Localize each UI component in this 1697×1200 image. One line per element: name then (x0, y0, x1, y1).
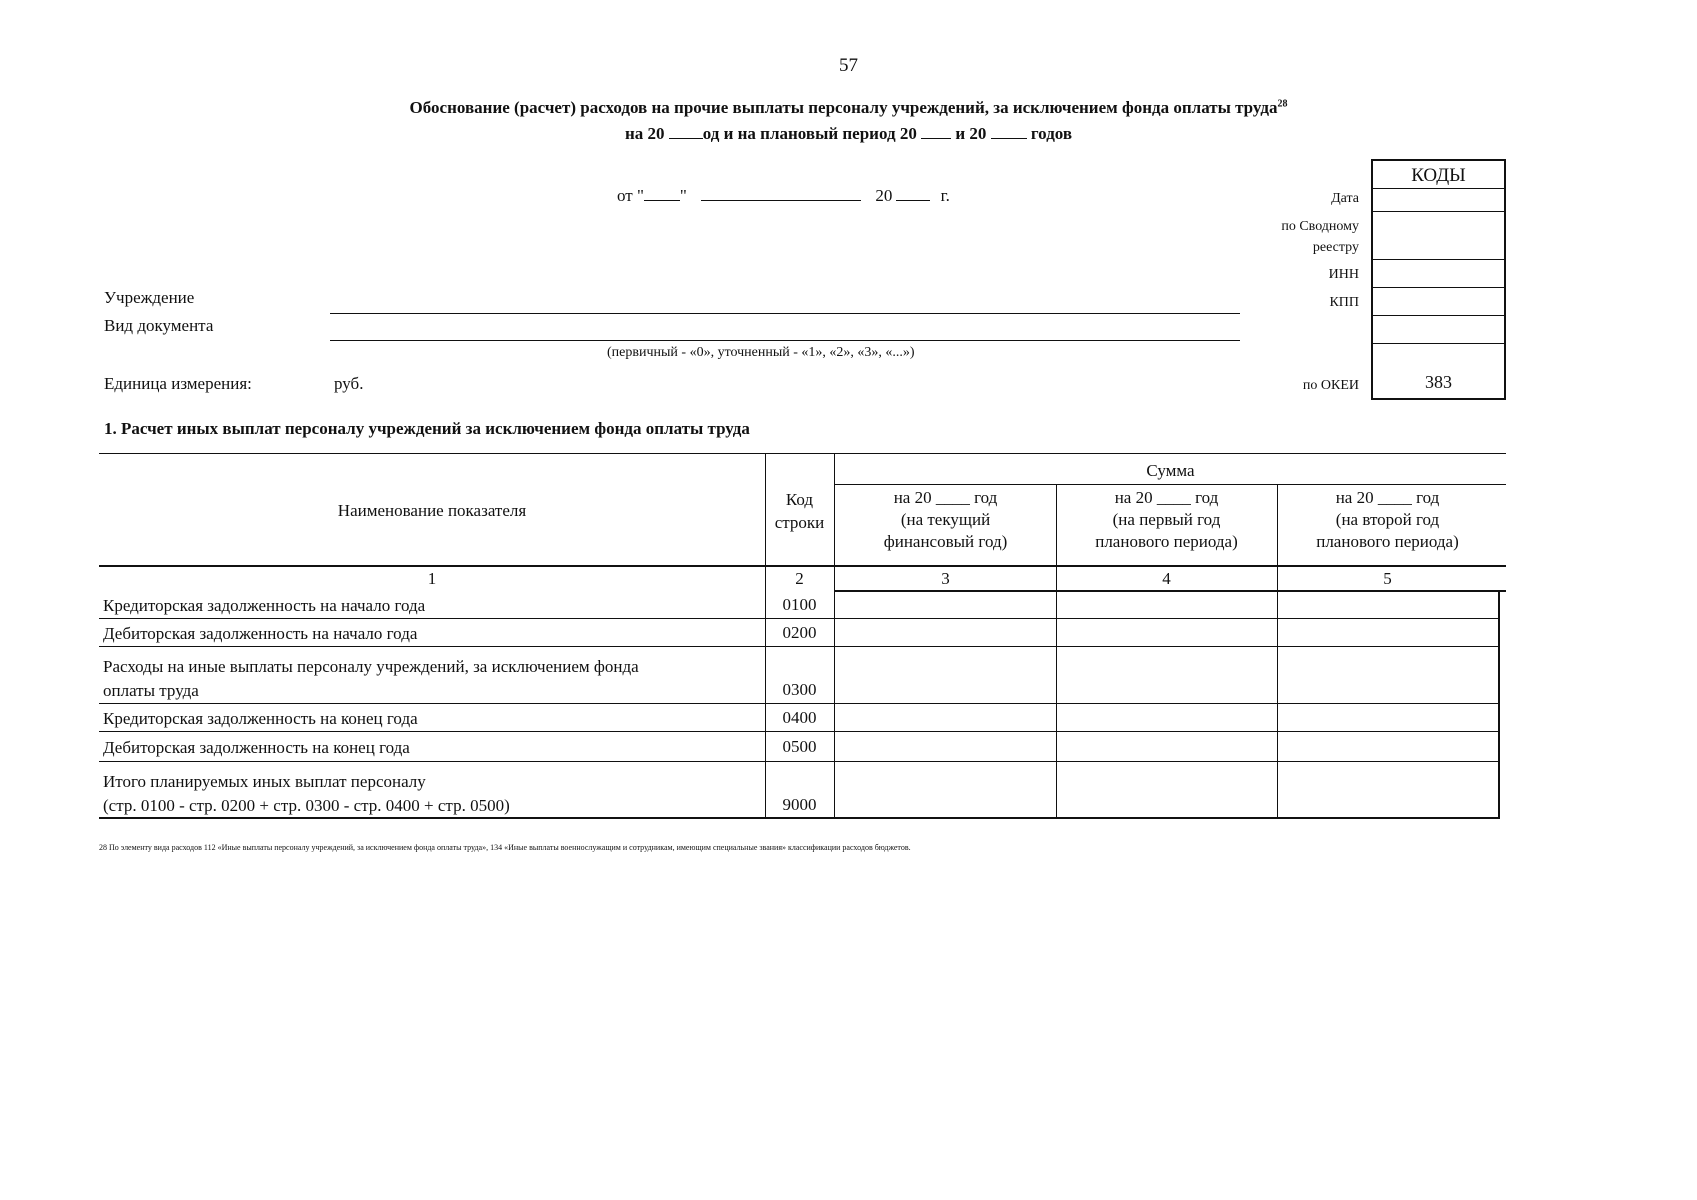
row-name-9000-line2: (стр. 0100 - стр. 0200 + стр. 0300 - стр. 0400 + стр. 0500) (103, 796, 510, 815)
date-line (617, 186, 950, 206)
doc-type-label: Вид документа (104, 316, 214, 335)
col-header-name: Наименование показателя (337, 501, 527, 520)
date-from-label: от " (617, 186, 644, 205)
title-footnote-ref: 28 (1277, 98, 1288, 110)
year-prefix: 20 (875, 186, 893, 205)
subtitle-part-c: и 20 (955, 124, 987, 143)
col-number-4: 4 (1162, 569, 1171, 588)
code-label-svod-1: по Сводному (1281, 219, 1359, 234)
code-date-cell[interactable] (1373, 189, 1504, 212)
document-subtitle (0, 124, 1697, 144)
code-label-date: Дата (1331, 191, 1359, 206)
code-label-okei: по ОКЕИ (1302, 378, 1359, 393)
table-top-border (99, 453, 1506, 454)
month-field[interactable] (701, 187, 861, 201)
code-inn-cell[interactable] (1373, 260, 1504, 288)
year-suffix: г. (940, 186, 950, 205)
page-number: 57 (839, 55, 858, 76)
col-header-year-3: на 20 ____ год (на второй год планового периода) (1316, 488, 1459, 551)
row-name-0300-line1: Расходы на иные выплаты персоналу учреждений, за исключением фонда (103, 657, 639, 676)
unit-value: руб. (334, 374, 364, 393)
day-field[interactable] (644, 187, 680, 201)
col-number-5: 5 (1383, 569, 1392, 588)
col-header-sum: Сумма (1146, 461, 1195, 480)
code-doctype-cell[interactable] (1373, 316, 1504, 344)
row-code-0100: 0100 (782, 595, 817, 614)
subtitle-part-b: од и на плановый период 20 (702, 124, 917, 143)
code-kpp-cell[interactable] (1373, 288, 1504, 316)
unit-label: Единица измерения: (104, 374, 252, 393)
code-label-kpp: КПП (1329, 295, 1359, 310)
code-okei-cell: 383 (1425, 372, 1452, 392)
col-number-2: 2 (795, 569, 804, 588)
doc-type-hint: (первичный - «0», уточненный - «1», «2», «3», «...») (607, 345, 915, 360)
document-title (0, 98, 1697, 118)
col-header-code-2: строки (774, 513, 825, 532)
doc-type-field[interactable] (330, 340, 1240, 341)
code-svod-cell[interactable] (1373, 212, 1504, 260)
subtitle-part-d: годов (1030, 124, 1073, 143)
row-code-0500: 0500 (782, 737, 817, 756)
row-name-9000-line1: Итого планируемых иных выплат персоналу (103, 772, 426, 791)
col-header-year-1: на 20 ____ год (на текущий финансовый год) (883, 488, 1008, 551)
row-name-0200: Дебиторская задолженность на начало года (103, 624, 418, 643)
row-name-0100: Кредиторская задолженность на начало года (103, 596, 426, 615)
row-name-0500: Дебиторская задолженность на конец года (103, 738, 410, 757)
col-header-year-2: на 20 ____ год (на первый год планового периода) (1095, 488, 1238, 551)
row-code-0400: 0400 (782, 708, 817, 727)
col-number-1: 1 (427, 569, 437, 588)
date-quote: " (679, 186, 687, 205)
col-number-3: 3 (941, 569, 950, 588)
row-code-0300: 0300 (782, 680, 817, 699)
section-title: 1. Расчет иных выплат персоналу учреждений за исключением фонда оплаты труда (104, 419, 750, 438)
title-line-1: Обоснование (расчет) расходов на прочие выплаты персоналу учреждений, за исключением фонда оплаты труда (409, 98, 1278, 117)
code-label-svod-2: реестру (1312, 240, 1359, 255)
codes-header: КОДЫ (1373, 161, 1504, 189)
subtitle-part-a: на 20 (624, 124, 665, 143)
institution-field[interactable] (330, 313, 1240, 314)
row-code-9000: 9000 (782, 795, 817, 814)
footnote: 28 По элементу вида расходов 112 «Иные выплаты персоналу учреждений, за исключением фонда оплаты труда», 134 «Иные выплаты военнослужащим и сотрудникам, имеющим специальные звания» классификации расходов бюджетов. (99, 843, 911, 852)
row-name-0300-line2: оплаты труда (103, 681, 199, 700)
codes-box (1371, 159, 1506, 400)
code-label-inn: ИНН (1328, 267, 1359, 282)
col-header-code-1: Код (785, 490, 814, 509)
row-name-0400: Кредиторская задолженность на конец года (103, 709, 418, 728)
row-code-0200: 0200 (782, 623, 817, 642)
institution-label: Учреждение (104, 288, 195, 307)
year-field[interactable] (896, 187, 930, 201)
